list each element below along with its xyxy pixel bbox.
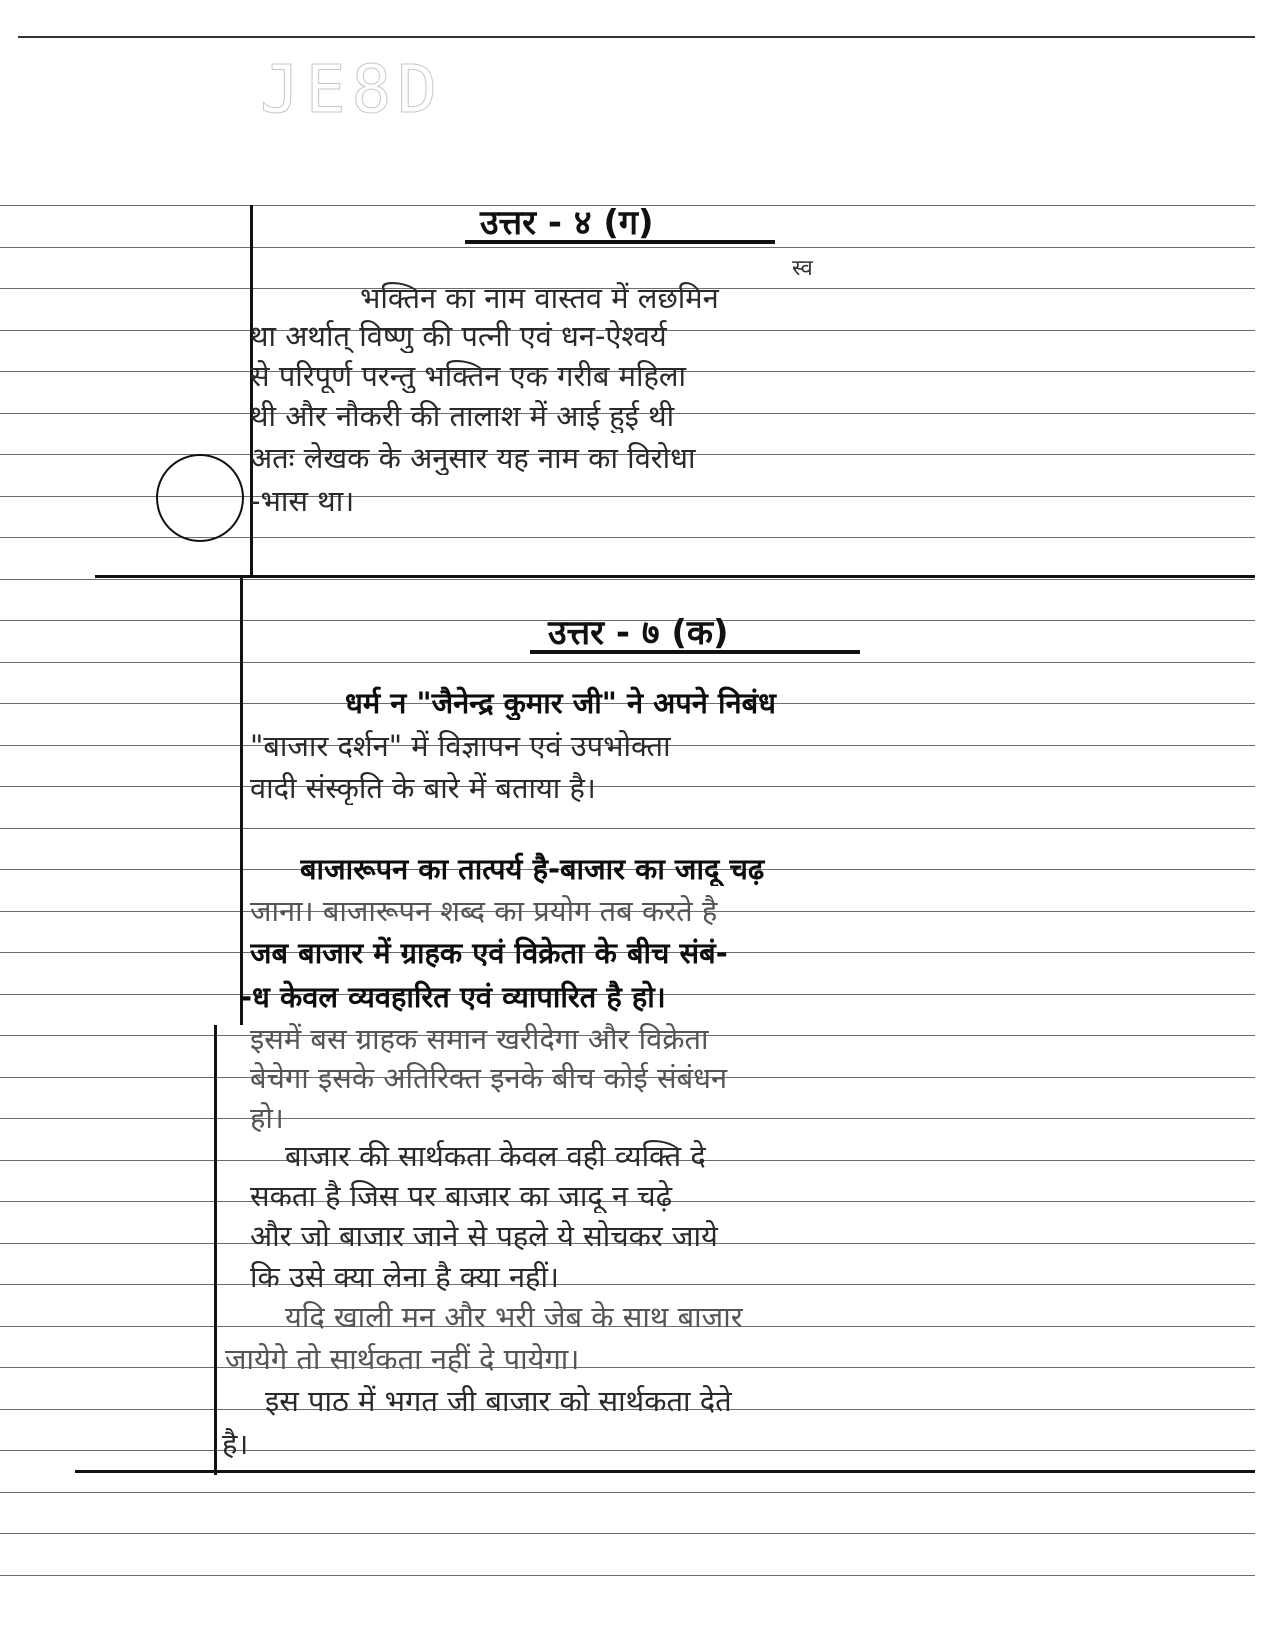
ruled-line bbox=[0, 1492, 1255, 1493]
answer-1-line: से परिपूर्ण परन्तु भक्तिन एक गरीब महिला bbox=[250, 359, 687, 393]
ruled-line bbox=[0, 1533, 1255, 1534]
ruled-line bbox=[0, 662, 1255, 663]
top-edge-line bbox=[18, 36, 1255, 38]
answer-2-line: कि उसे क्या लेना है क्या नहीं। bbox=[250, 1260, 559, 1294]
answer-2-line: जब बाजार में ग्राहक एवं विक्रेता के बीच संबं- bbox=[250, 936, 728, 970]
margin-line-middle bbox=[240, 575, 243, 1025]
section-separator bbox=[95, 575, 1255, 578]
margin-line-lower bbox=[214, 1025, 217, 1475]
answer-2-line: "बाजार दर्शन" में विज्ञापन एवं उपभोक्ता bbox=[250, 729, 671, 763]
dotted-sheet-number-stamp: JE8D bbox=[260, 51, 443, 128]
answer-2-line: जाना। बाजारूपन शब्द का प्रयोग तब करते है bbox=[250, 894, 718, 928]
answer-2-line: हो। bbox=[250, 1101, 284, 1135]
answer-1-line: थी और नौकरी की तालाश में आई हुई थी bbox=[250, 399, 675, 433]
answer-1-heading: उत्तर - ४ (ग) bbox=[480, 203, 654, 243]
bottom-separator bbox=[75, 1470, 1255, 1473]
answer-2-line: -ध केवल व्यवहारित एवं व्यापारित है हो। bbox=[240, 980, 666, 1014]
answer-1-line: अतः लेखक के अनुसार यह नाम का विरोधा bbox=[250, 441, 696, 475]
ruled-line bbox=[0, 247, 1255, 248]
ruled-line bbox=[0, 828, 1255, 829]
examiner-mark-circle bbox=[156, 454, 244, 542]
answer-1-line: भक्तिन का नाम वास्तव में लछमिन bbox=[360, 281, 719, 315]
answer-2-line: वादी संस्कृति के बारे में बताया है। bbox=[250, 771, 596, 805]
answer-2-line: धर्म न "जैनेन्द्र कुमार जी" ने अपने निबंध bbox=[345, 686, 776, 720]
answer-2-line: बेचेगा इसके अतिरिक्त इनके बीच कोई संबंधन bbox=[250, 1061, 728, 1095]
answer-2-heading: उत्तर - ७ (क) bbox=[548, 613, 729, 653]
answer-2-line: यदि खाली मन और भरी जेब के साथ बाजार bbox=[285, 1300, 743, 1334]
ruled-line bbox=[0, 1575, 1255, 1576]
answer-2-line: है। bbox=[222, 1427, 249, 1461]
answer-2-line: सकता है जिस पर बाजार का जादू न चढ़े bbox=[250, 1179, 673, 1213]
answer-2-line: बाजारूपन का तात्पर्य है-बाजार का जादू चढ़ bbox=[300, 852, 765, 886]
answer-1-line: -भास था। bbox=[250, 484, 355, 518]
answer-2-line: इस पाठ में भगत जी बाजार को सार्थकता देते bbox=[265, 1384, 732, 1418]
answer-2-line: जायेगे तो सार्थकता नहीं दे पायेगा। bbox=[225, 1342, 580, 1376]
ruled-line bbox=[0, 579, 1255, 580]
answer-2-line: बाजार की सार्थकता केवल वही व्यक्ति दे bbox=[285, 1139, 706, 1173]
answer-2-heading-underline bbox=[530, 650, 860, 654]
answer-1-line: था अर्थात् विष्णु की पत्नी एवं धन-ऐश्वर्य bbox=[250, 319, 667, 353]
insertion-mark: स्व bbox=[792, 256, 813, 281]
answer-2-line: इसमें बस ग्राहक समान खरीदेगा और विक्रेता bbox=[250, 1022, 709, 1056]
ruled-line bbox=[0, 1450, 1255, 1451]
answer-1-heading-underline bbox=[465, 240, 775, 244]
answer-2-line: और जो बाजार जाने से पहले ये सोचकर जाये bbox=[250, 1219, 718, 1253]
